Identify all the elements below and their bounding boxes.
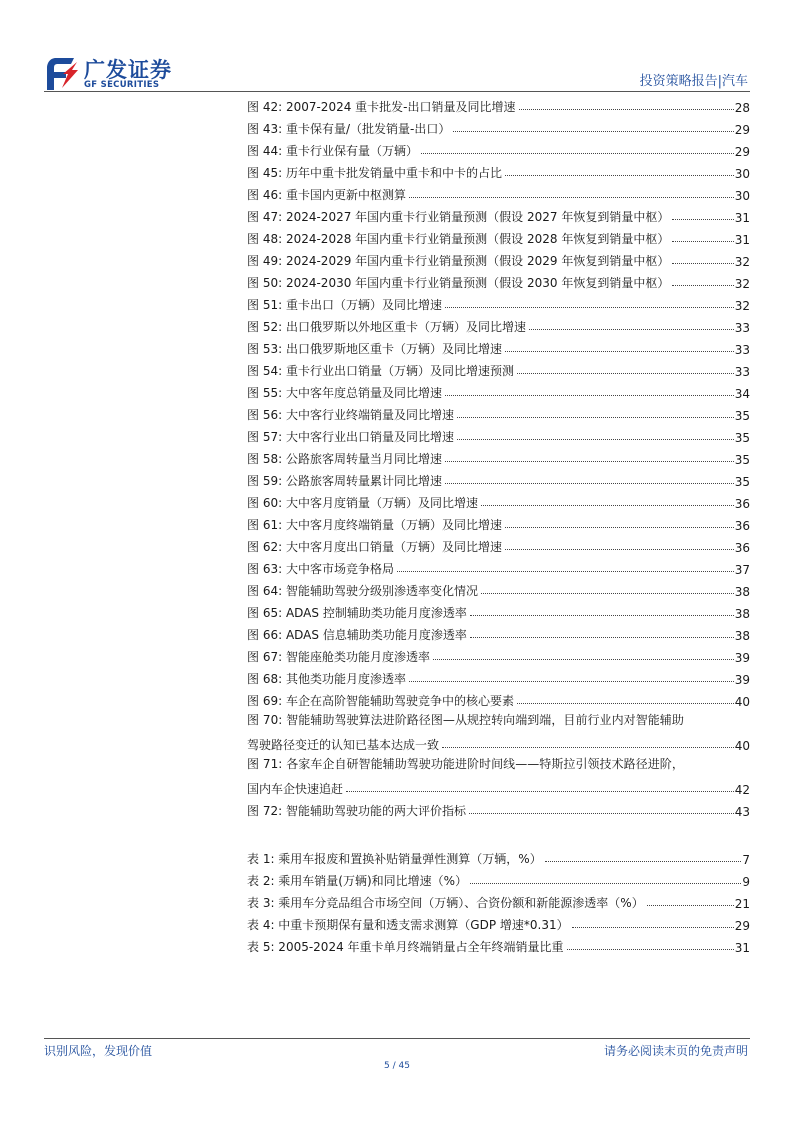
leader-dots <box>517 373 734 374</box>
toc-entry-label: 图 58: 公路旅客周转量当月同比增速 <box>247 452 442 466</box>
toc-page-number: 36 <box>734 497 750 511</box>
toc-entry-label: 图 52: 出口俄罗斯以外地区重卡（万辆）及同比增速 <box>247 320 526 334</box>
leader-dots <box>470 637 734 638</box>
leader-dots <box>442 747 734 748</box>
report-type: 投资策略报告|汽车 <box>639 74 748 89</box>
logo-english-name: GF SECURITIES <box>84 80 160 90</box>
leader-dots <box>505 549 734 550</box>
leader-dots <box>505 527 734 528</box>
leader-dots <box>519 109 734 110</box>
toc-entry-line1: 图 71: 各家车企自研智能辅助驾驶功能进阶时间线——特斯拉引领技术路径进阶， <box>247 757 684 771</box>
toc-entry-label: 图 55: 大中客年度总销量及同比增速 <box>247 386 442 400</box>
toc-page-number: 30 <box>734 167 750 181</box>
gf-logo-icon <box>44 54 80 94</box>
toc-page-number: 36 <box>734 541 750 555</box>
toc-page-number: 30 <box>734 189 750 203</box>
leader-dots <box>421 153 734 154</box>
leader-dots <box>409 197 734 198</box>
toc-page-number: 39 <box>734 651 750 665</box>
toc-entry-label: 图 54: 重卡行业出口销量（万辆）及同比增速预测 <box>247 364 514 378</box>
leader-dots <box>481 593 734 594</box>
leader-dots <box>457 417 734 418</box>
toc-entry-label: 图 44: 重卡行业保有量（万辆） <box>247 144 418 158</box>
toc-entry-label: 图 56: 大中客行业终端销量及同比增速 <box>247 408 454 422</box>
toc-figure-entry[interactable] <box>247 511 750 533</box>
toc-page-number: 35 <box>734 475 750 489</box>
toc-page-number: 40 <box>734 695 750 709</box>
leader-dots <box>397 571 734 572</box>
toc-figure-entry[interactable] <box>247 577 750 599</box>
toc-page-number: 33 <box>734 365 750 379</box>
toc-page-number: 38 <box>734 585 750 599</box>
toc-figure-entry[interactable] <box>247 445 750 467</box>
toc-page-number: 29 <box>734 919 750 933</box>
toc-figure-entry[interactable] <box>247 181 750 203</box>
toc-entry-label: 图 43: 重卡保有量/（批发销量-出口） <box>247 122 451 136</box>
leader-dots <box>433 659 734 660</box>
toc-entry-figure-72[interactable] <box>247 797 750 819</box>
leader-dots <box>469 813 734 814</box>
leader-dots <box>672 263 733 264</box>
toc-figure-entry[interactable] <box>247 687 750 709</box>
footer-disclaimer[interactable]: 请务必阅读末页的免责声明 <box>603 1044 748 1058</box>
header-divider <box>44 91 750 92</box>
toc-entry-label: 表 4: 中重卡预期保有量和透支需求测算（GDP 增速*0.31） <box>247 918 569 932</box>
leader-dots <box>517 703 734 704</box>
toc-page-number: 35 <box>734 431 750 445</box>
toc-page-number: 39 <box>734 673 750 687</box>
leader-dots <box>647 905 734 906</box>
toc-entry-label: 图 69: 车企在高阶智能辅助驾驶竞争中的核心要素 <box>247 694 514 708</box>
toc-page-number: 33 <box>734 343 750 357</box>
toc-entry-label: 表 5: 2005-2024 年重卡单月终端销量占全年终端销量比重 <box>247 940 564 954</box>
toc-entry-label: 图 61: 大中客月度终端销量（万辆）及同比增速 <box>247 518 502 532</box>
toc-page-number: 42 <box>734 783 750 797</box>
toc-entry-label: 图 65: ADAS 控制辅助类功能月度渗透率 <box>247 606 467 620</box>
leader-dots <box>409 681 734 682</box>
toc-figure-entry[interactable] <box>247 115 750 137</box>
toc-entry-label: 图 60: 大中客月度销量（万辆）及同比增速 <box>247 496 478 510</box>
toc-entry-label: 图 59: 公路旅客周转量累计同比增速 <box>247 474 442 488</box>
figure-list <box>247 93 750 709</box>
toc-entry-label: 图 63: 大中客市场竞争格局 <box>247 562 394 576</box>
toc-figure-entry[interactable] <box>247 665 750 687</box>
toc-figure-entry[interactable] <box>247 643 750 665</box>
leader-dots <box>445 483 734 484</box>
leader-dots <box>572 927 734 928</box>
toc-figure-entry[interactable] <box>247 137 750 159</box>
leader-dots <box>445 307 734 308</box>
toc-entry-label: 表 1: 乘用车报废和置换补贴销量弹性测算（万辆，%） <box>247 852 542 866</box>
toc-entry-label: 图 72: 智能辅助驾驶功能的两大评价指标 <box>247 804 466 818</box>
toc-entry-line2: 国内车企快速追赶 <box>247 782 344 796</box>
toc-entry-line2: 驾驶路径变迁的认知已基本达成一致 <box>247 738 440 752</box>
toc-figure-entry[interactable] <box>247 467 750 489</box>
toc-entry-line1: 图 70: 智能辅助驾驶算法进阶路径图—从规控转向端到端，目前行业内对智能辅助 <box>247 713 684 727</box>
toc-page-number: 32 <box>734 255 750 269</box>
leader-dots <box>505 175 734 176</box>
toc-page-number: 34 <box>734 387 750 401</box>
toc-page-number: 7 <box>742 853 750 867</box>
footer-slogan: 识别风险，发现价值 <box>44 1044 153 1058</box>
toc-entry-label: 图 47: 2024-2027 年国内重卡行业销量预测（假设 2027 年恢复到销量中枢） <box>247 210 670 224</box>
toc-figure-entry[interactable] <box>247 335 750 357</box>
toc-page-number: 33 <box>734 321 750 335</box>
toc-entry-label: 图 42: 2007-2024 重卡批发-出口销量及同比增速 <box>247 100 516 114</box>
leader-dots <box>505 351 734 352</box>
toc-figure-entry[interactable] <box>247 93 750 115</box>
toc-page-number: 31 <box>734 233 750 247</box>
toc-page-number: 40 <box>734 739 750 753</box>
toc-figure-entry[interactable] <box>247 379 750 401</box>
leader-dots <box>457 439 734 440</box>
toc-entry-label: 图 66: ADAS 信息辅助类功能月度渗透率 <box>247 628 467 642</box>
leader-dots <box>346 791 734 792</box>
leader-dots <box>529 329 734 330</box>
toc-entry-label: 图 50: 2024-2030 年国内重卡行业销量预测（假设 2030 年恢复到销量中枢） <box>247 276 670 290</box>
toc-entry-label: 图 53: 出口俄罗斯地区重卡（万辆）及同比增速 <box>247 342 502 356</box>
toc-entry-label: 图 62: 大中客月度出口销量（万辆）及同比增速 <box>247 540 502 554</box>
toc-figure-entry[interactable] <box>247 489 750 511</box>
toc-figure-entry[interactable] <box>247 159 750 181</box>
toc-figure-entry[interactable] <box>247 291 750 313</box>
leader-dots <box>470 615 734 616</box>
toc-figure-entry[interactable] <box>247 225 750 247</box>
toc-figure-entry[interactable] <box>247 423 750 445</box>
toc-figure-entry[interactable] <box>247 621 750 643</box>
leader-dots <box>545 861 742 862</box>
company-logo <box>44 54 184 94</box>
leader-dots <box>470 883 741 884</box>
toc-page-number: 9 <box>742 875 750 889</box>
toc-table-entry[interactable] <box>247 933 750 955</box>
toc-page-number: 35 <box>734 409 750 423</box>
toc-page-number: 38 <box>734 607 750 621</box>
toc-entry-label: 图 57: 大中客行业出口销量及同比增速 <box>247 430 454 444</box>
toc-page-number: 38 <box>734 629 750 643</box>
leader-dots <box>445 461 734 462</box>
toc-table-entry[interactable] <box>247 889 750 911</box>
toc-page-number: 29 <box>734 123 750 137</box>
toc-page-number: 29 <box>734 145 750 159</box>
toc-page-number: 31 <box>734 211 750 225</box>
toc-entry-label: 图 51: 重卡出口（万辆）及同比增速 <box>247 298 442 312</box>
toc-figure-entry[interactable] <box>247 401 750 423</box>
toc-page-number: 36 <box>734 519 750 533</box>
toc-figure-entry[interactable] <box>247 203 750 225</box>
footer-divider <box>44 1038 750 1039</box>
toc-page-number: 37 <box>734 563 750 577</box>
leader-dots <box>672 219 733 220</box>
leader-dots <box>445 395 734 396</box>
section-gap <box>247 819 750 845</box>
toc-figure-entry[interactable] <box>247 313 750 335</box>
leader-dots <box>672 241 733 242</box>
toc-entry-label: 图 49: 2024-2029 年国内重卡行业销量预测（假设 2029 年恢复到销量中枢） <box>247 254 670 268</box>
toc-page-number: 31 <box>734 941 750 955</box>
leader-dots <box>567 949 734 950</box>
leader-dots <box>481 505 734 506</box>
toc-entry-label: 表 3: 乘用车分竞品组合市场空间（万辆）、合资份额和新能源渗透率（%） <box>247 896 644 910</box>
toc-entry-label: 图 46: 重卡国内更新中枢测算 <box>247 188 406 202</box>
toc-table-entry[interactable] <box>247 911 750 933</box>
toc-table-entry[interactable] <box>247 867 750 889</box>
page-number: 5 / 45 <box>384 1061 410 1071</box>
toc-page-number: 32 <box>734 299 750 313</box>
toc-entry-figure-71[interactable] <box>247 753 750 797</box>
leader-dots <box>453 131 733 132</box>
toc-entry-label: 图 64: 智能辅助驾驶分级别渗透率变化情况 <box>247 584 478 598</box>
toc-entry-label: 图 68: 其他类功能月度渗透率 <box>247 672 406 686</box>
toc-entry-label: 表 2: 乘用车销量(万辆)和同比增速（%） <box>247 874 468 888</box>
toc-figure-entry[interactable] <box>247 599 750 621</box>
logo-chinese-name: 广发证券 <box>84 58 172 82</box>
toc-page-number: 43 <box>734 805 750 819</box>
toc-page-number: 35 <box>734 453 750 467</box>
toc-figure-entry[interactable] <box>247 357 750 379</box>
table-of-contents <box>247 93 750 955</box>
toc-figure-entry[interactable] <box>247 247 750 269</box>
leader-dots <box>672 285 733 286</box>
toc-figure-entry[interactable] <box>247 533 750 555</box>
toc-entry-label: 图 48: 2024-2028 年国内重卡行业销量预测（假设 2028 年恢复到销量中枢） <box>247 232 670 246</box>
toc-figure-entry[interactable] <box>247 555 750 577</box>
toc-entry-figure-70[interactable] <box>247 709 750 753</box>
toc-page-number: 21 <box>734 897 750 911</box>
toc-entry-label: 图 67: 智能座舱类功能月度渗透率 <box>247 650 430 664</box>
table-list <box>247 845 750 955</box>
toc-page-number: 32 <box>734 277 750 291</box>
toc-entry-label: 图 45: 历年中重卡批发销量中重卡和中卡的占比 <box>247 166 502 180</box>
toc-table-entry[interactable] <box>247 845 750 867</box>
toc-figure-entry[interactable] <box>247 269 750 291</box>
toc-page-number: 28 <box>734 101 750 115</box>
